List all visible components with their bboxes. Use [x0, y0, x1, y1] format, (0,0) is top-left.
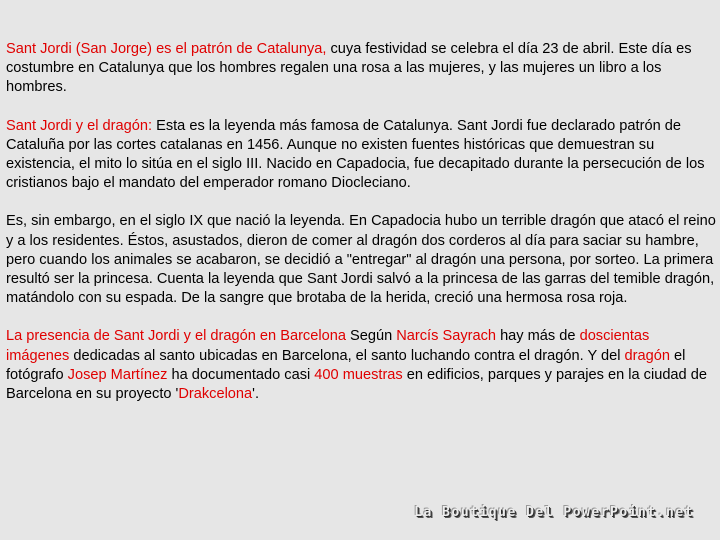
- body-text: dedicadas al santo ubicadas en Barcelona, el santo luchando contra el dragón. Y del: [69, 347, 625, 364]
- highlight-text: doscientas imágenes: [6, 328, 650, 364]
- highlight-text: Sant Jordi (San Jorge) es el patrón de Catalunya,: [6, 41, 327, 57]
- highlight-text: Josep Martínez: [67, 366, 168, 383]
- highlight-text: Drakcelona: [178, 386, 253, 403]
- body-text: hay más de: [496, 328, 580, 345]
- highlight-text: Narcís Sayrach: [396, 328, 497, 345]
- body-text: el fotógrafo: [6, 347, 686, 383]
- body-text: cuya festividad se celebra el día 23 de abril. Este día es costumbre en Catalunya que los hombres regalen una rosa a las mujeres, y las mujeres un libro a los hombres.: [6, 41, 692, 96]
- highlight-text: Sant Jordi y el dragón:: [6, 117, 153, 134]
- footer-watermark: La Boutique Del PowerPoint.net: [414, 505, 694, 520]
- paragraph: [6, 212, 716, 308]
- paragraph: [6, 117, 716, 194]
- body-text: en edificios, parques y parajes en la ciudad de Barcelona en su proyecto ': [6, 366, 707, 403]
- body-text: ha documentado casi: [167, 366, 315, 383]
- body-text: Esta es la leyenda más famosa de Catalunya. Sant Jordi fue declarado patrón de Cataluña por las cortes catalanas en 1456. Aunque no existen fuentes históricas que demuestran su existencia, el mito lo sitúa en el siglo III. Nacido en Capadocia, fue decapitado durante la persecución de los cristianos bajo el mandato del emperador romano Diocleciano.: [6, 117, 705, 192]
- highlight-text: La presencia de Sant Jordi y el dragón en Barcelona: [6, 328, 346, 345]
- paragraph: [6, 40, 716, 98]
- body-text: Según: [345, 328, 397, 345]
- paragraph: [6, 327, 716, 404]
- document-body: [6, 40, 716, 423]
- body-text: Es, sin embargo, en el siglo IX que nació la leyenda. En Capadocia hubo un terrible dragón que atacó el reino y a los residentes. Éstos, asustados, dieron de comer al dragón dos corderos al día para saciar su hambre, pero cuando los animales se acabaron, se decidió a "entregar" al dragón una persona, por sorteo. La primera resultó ser la princesa. Cuenta la leyenda que Sant Jordi salvó a la princesa de las garras del temible dragón, matándolo con su espada. De la sangre que brotaba de la herida, creció una hermosa rosa roja.: [6, 213, 716, 307]
- highlight-text: 400 muestras: [314, 366, 403, 383]
- body-text: '.: [252, 386, 260, 403]
- highlight-text: dragón: [624, 347, 670, 364]
